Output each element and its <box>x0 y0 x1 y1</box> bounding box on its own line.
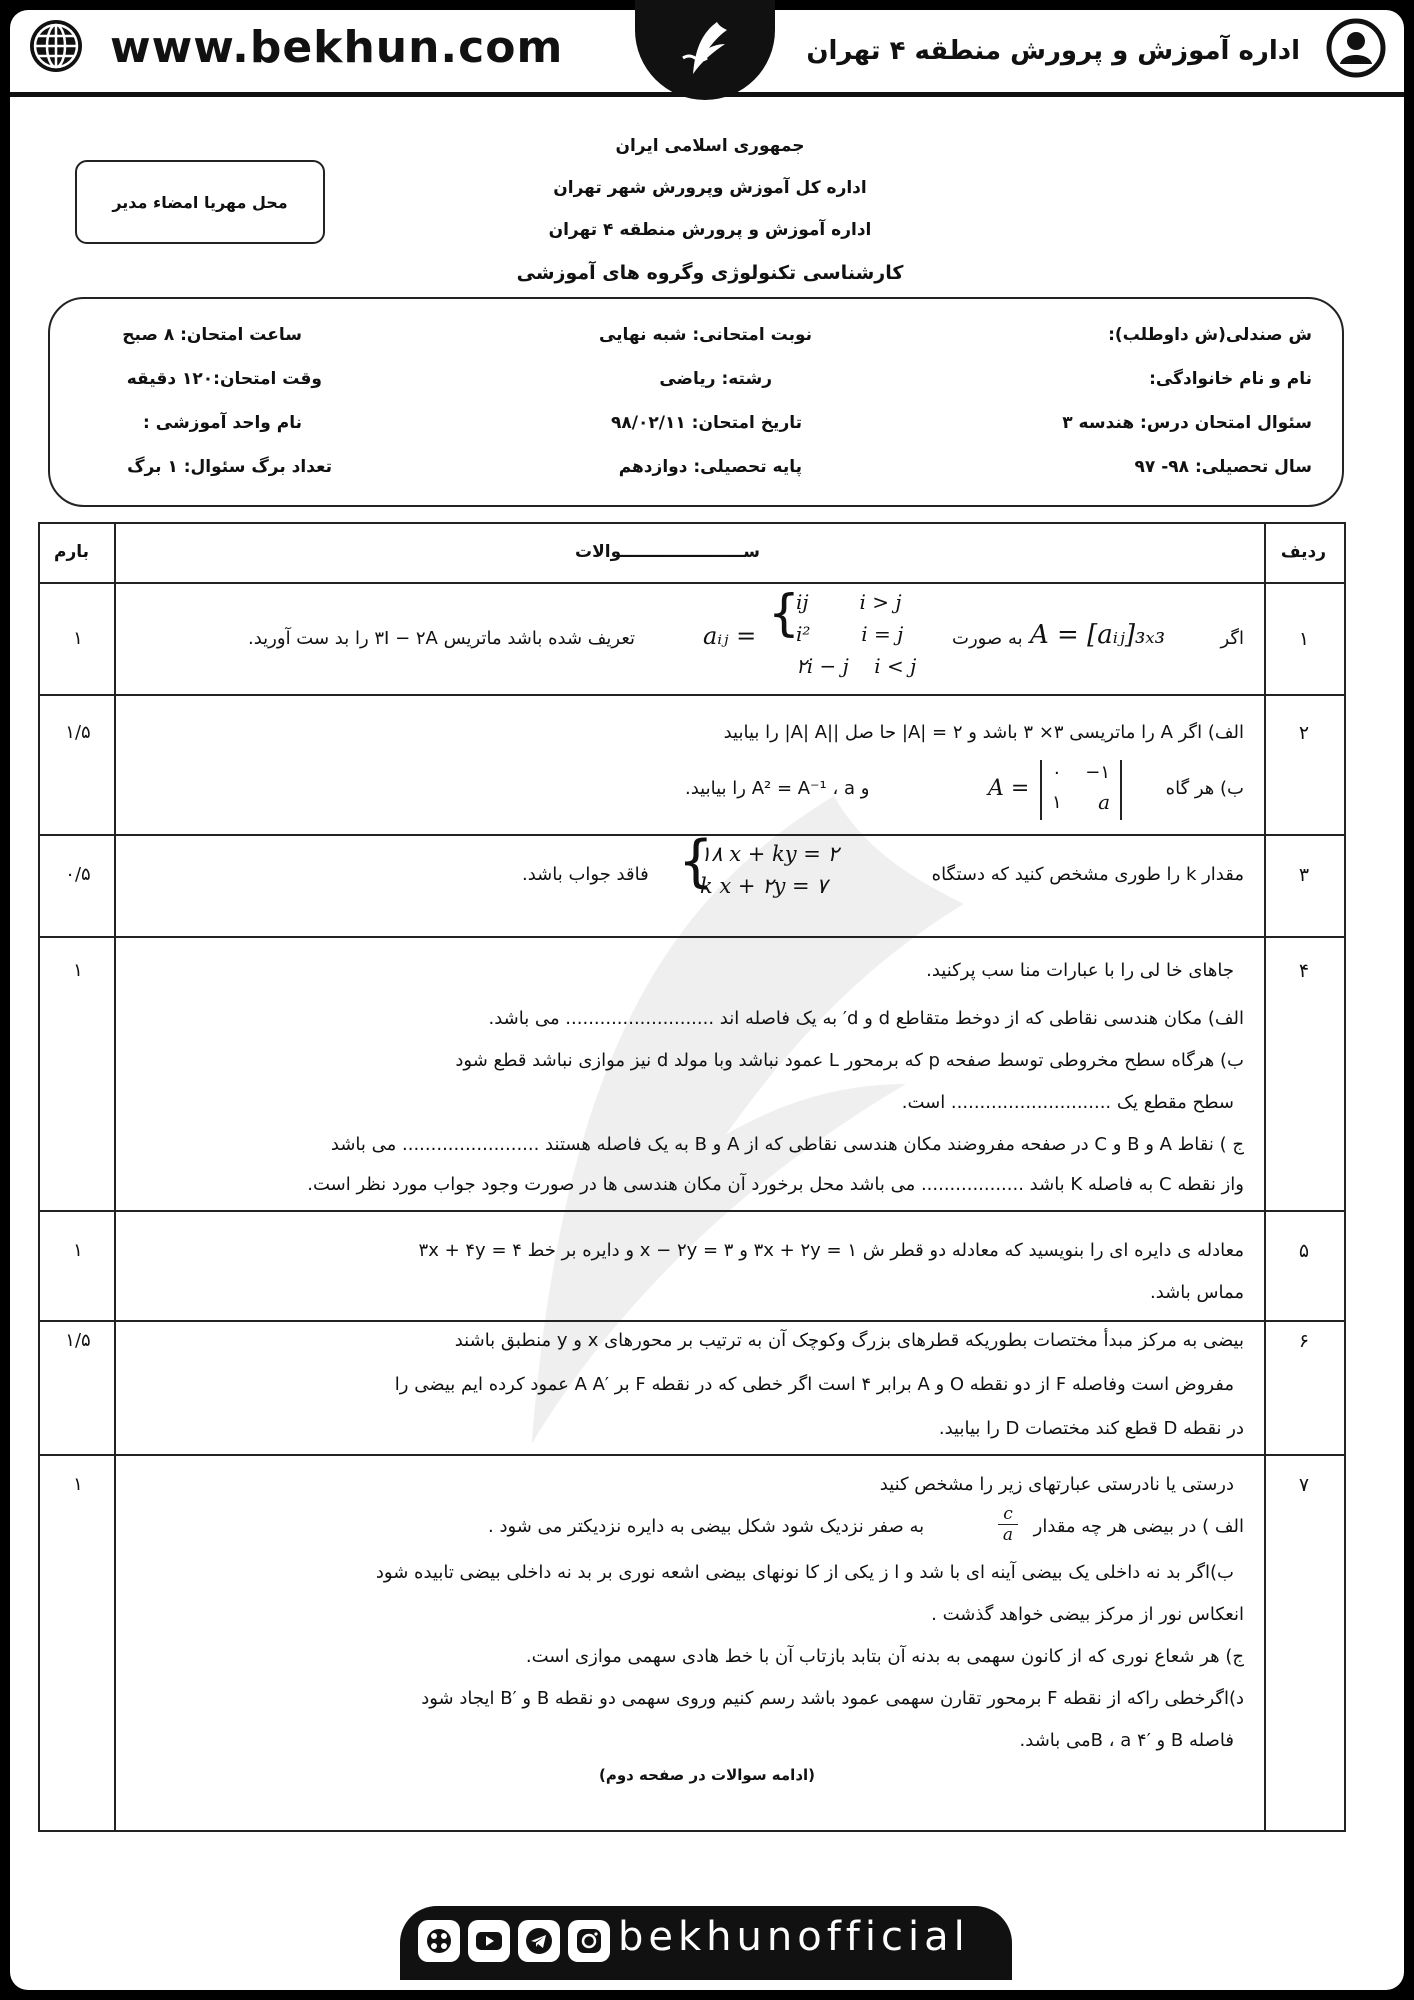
q4-part-b-1: ب) هرگاه سطح مخروطی توسط صفحه p که برمحور L عمود نباشد وبا مولد d نیز موازی نباشد قطع شود <box>455 1050 1244 1071</box>
user-icon <box>1326 18 1386 78</box>
header-questions: ســـــــــــــــــــــوالات <box>575 542 760 562</box>
q2-matrix <box>1040 760 1122 820</box>
question-score: ۰/۵ <box>65 864 91 885</box>
feather-logo-icon <box>673 18 737 82</box>
q7-frac-den: a <box>1002 1525 1014 1545</box>
stamp-box: محل مهریا امضاء مدیر <box>75 160 325 244</box>
q1-matrix-def: A = [aᵢⱼ]₃ₓ₃ <box>1030 620 1166 650</box>
q7-fraction <box>998 1504 1018 1545</box>
q6-line-3: در نقطه D قطع کند مختصات D را بیابید. <box>938 1418 1244 1439</box>
header-department: کارشناسی تکنولوژی وگروه های آموزشی <box>516 262 904 284</box>
q5-line-1: معادله ی دایره ای را بنویسید که معادله دو قطر ش ۱ = ۳x + ۲y و ۳ = x − ۲y و دایره بر خط ۴ = ۳x + ۴y <box>418 1240 1244 1261</box>
q1-case3: ۲i − j i < j <box>796 654 917 678</box>
q3-post: فاقد جواب باشد. <box>522 864 649 885</box>
school-unit-label: نام واحد آموزشی : <box>143 413 302 433</box>
continued-note: (ادامه سوالات در صفحه دوم) <box>598 1766 816 1784</box>
q1-aij: aᵢⱼ = <box>703 622 757 650</box>
q2-m12: −۱ <box>1085 762 1110 783</box>
q2-part-a: الف) اگر A را ماتریسی ۳× ۳ باشد و ۲ = |A| حا صل ||A| A| را بیابید <box>723 722 1244 743</box>
q7-frac-num: c <box>998 1504 1018 1525</box>
bekhun-logo <box>635 0 775 100</box>
q1-case2: i² i = j <box>796 622 904 646</box>
question-number: ۷ <box>1298 1474 1310 1496</box>
exam-turn-label: نوبت امتحانی: شبه نهایی <box>598 325 812 345</box>
q4-part-c-2: واز نقطه C به فاصله K باشد .................. می باشد محل برخورد آن مکان هندسی ها در صورت وجود جواب مورد نظر است. <box>307 1174 1244 1195</box>
school-year-label: سال تحصیلی: ۹۸- ۹۷ <box>1134 457 1312 477</box>
question-score: ۱ <box>73 1474 83 1495</box>
question-number: ۲ <box>1298 722 1310 744</box>
exam-info-box <box>48 297 1344 507</box>
q2-part-b-post: و A² = A⁻¹ ، a را بیابید. <box>685 778 870 799</box>
q7-title: درستی یا نادرستی عبارتهای زیر را مشخص کنید <box>879 1474 1234 1495</box>
q7-part-b-2: انعکاس نور از مرکز بیضی خواهد گذشت . <box>931 1604 1244 1625</box>
social-handle[interactable]: bekhunofficial <box>618 1914 970 1960</box>
q2-m22: a <box>1098 790 1110 814</box>
instagram-icon[interactable] <box>568 1920 610 1962</box>
social-footer <box>400 1906 1012 1980</box>
sheet-count-label: تعداد برگ سئوال: ۱ برگ <box>127 457 332 477</box>
site-url[interactable]: www.bekhun.com <box>110 22 564 73</box>
q2-part-b-pre: ب) هر گاه <box>1165 778 1244 799</box>
seat-number-label: ش صندلی(ش داوطلب): <box>1108 325 1312 345</box>
questions-table <box>38 522 1346 1832</box>
name-label: نام و نام خانوادگی: <box>1149 369 1312 389</box>
q3-pre: مقدار k را طوری مشخص کنید که دستگاه <box>931 864 1244 885</box>
aparat-icon[interactable] <box>418 1920 460 1962</box>
q1-case1: ij i > j <box>796 590 902 614</box>
question-score: ۱ <box>73 628 83 649</box>
question-number: ۵ <box>1298 1240 1310 1262</box>
q3-brace: { <box>678 829 714 894</box>
question-number: ۴ <box>1298 960 1310 982</box>
q7-part-a-pre: الف ) در بیضی هر چه مقدار <box>1033 1516 1244 1537</box>
q1-post: تعریف شده باشد ماتریس ۳I − ۲A را بد ست آورید. <box>248 628 636 649</box>
q4-part-b-2: سطح مقطع یک ............................ است. <box>901 1092 1234 1113</box>
exam-date-label: تاریخ امتحان: ۹۸/۰۲/۱۱ <box>611 413 802 433</box>
question-number: ۱ <box>1298 628 1310 650</box>
subject-label: سئوال امتحان درس: هندسه ۳ <box>1062 413 1312 433</box>
q4-part-c-1: ج ) نقاط A و B و C در صفحه مفروضند مکان هندسی نقاطی که از A و B به یک فاصله هستند ........................ می باشد <box>330 1134 1244 1155</box>
region-title: اداره آموزش و پرورش منطقه ۴ تهران <box>806 36 1300 66</box>
q1-brace: { <box>768 584 800 642</box>
q7-part-c: ج) هر شعاع نوری که از کانون سهمی به بدنه آن بتابد بازتاب آن با خط هادی سهمی موازی است. <box>525 1646 1244 1667</box>
q6-line-1: بیضی به مرکز مبدأ مختصات بطوریکه قطرهای بزرگ وکوچک آن به ترتیب بر محورهای x و y منطبق باشند <box>454 1330 1244 1351</box>
q5-line-2: مماس باشد. <box>1150 1282 1244 1303</box>
exam-duration-label: وقت امتحان:۱۲۰ دقیقه <box>126 369 322 389</box>
q7-part-d-2: فاصله B و ′B ، a ۴می باشد. <box>1019 1730 1234 1751</box>
header-score: بارم <box>54 542 90 562</box>
youtube-icon[interactable] <box>468 1920 510 1962</box>
q6-line-2: مفروض است وفاصله F از دو نقطه O و A برابر ۴ است اگر خطی که در نقطه F بر ′A A عمود کرده ایم بیضی را <box>394 1374 1234 1395</box>
question-score: ۱ <box>73 960 83 981</box>
question-score: ۱/۵ <box>65 1330 91 1351</box>
header-province-office: اداره کل آموزش وپرورش شهر تهران <box>553 178 867 198</box>
question-number: ۳ <box>1298 864 1310 886</box>
question-score: ۱ <box>73 1240 83 1261</box>
q3-eq1: ۱۸ x + ky = ۲ <box>700 842 839 866</box>
q7-part-b-1: ب)اگر بد نه داخلی یک بیضی آینه ای با شد و ا ز یکی از کا نونهای بیضی اشعه نوری بر بد نه داخلی بیضی تابیده شود <box>375 1562 1234 1583</box>
q1-pre: اگر <box>1220 628 1244 649</box>
q2-m21: ۱ <box>1052 792 1062 813</box>
q3-eq2: k x + ۲y = ۷ <box>700 874 828 898</box>
header-region-office: اداره آموزش و پرورش منطقه ۴ تهران <box>548 220 872 240</box>
header-country: جمهوری اسلامی ایران <box>615 136 805 156</box>
q1-mid: به صورت <box>952 628 1023 649</box>
telegram-icon[interactable] <box>518 1920 560 1962</box>
q2-matrix-label: A = <box>988 776 1030 801</box>
field-label: رشته: ریاضی <box>659 369 772 389</box>
header-row-number: ردیف <box>1280 542 1326 562</box>
question-number: ۶ <box>1298 1330 1310 1352</box>
q7-part-d-1: د)اگرخطی راکه از نقطه F برمحور تقارن سهمی عمود باشد رسم کنیم وروی سهمی دو نقطه B و ′B ایجاد شود <box>421 1688 1244 1709</box>
q2-m11: ۰ <box>1052 762 1062 783</box>
q4-part-a: الف) مکان هندسی نقاطی که از دوخط متقاطع d و d′ به یک فاصله اند .......................... می باشد. <box>488 1008 1244 1029</box>
grade-label: پایه تحصیلی: دوازدهم <box>618 457 802 477</box>
question-score: ۱/۵ <box>65 722 91 743</box>
q4-title: جاهای خا لی را با عبارات منا سب پرکنید. <box>926 960 1234 981</box>
exam-time-label: ساعت امتحان: ۸ صبح <box>122 325 302 345</box>
q7-part-a-post: به صفر نزدیک شود شکل بیضی به دایره نزدیکتر می شود . <box>488 1516 925 1537</box>
top-bar <box>10 10 1404 97</box>
globe-icon <box>28 18 84 74</box>
